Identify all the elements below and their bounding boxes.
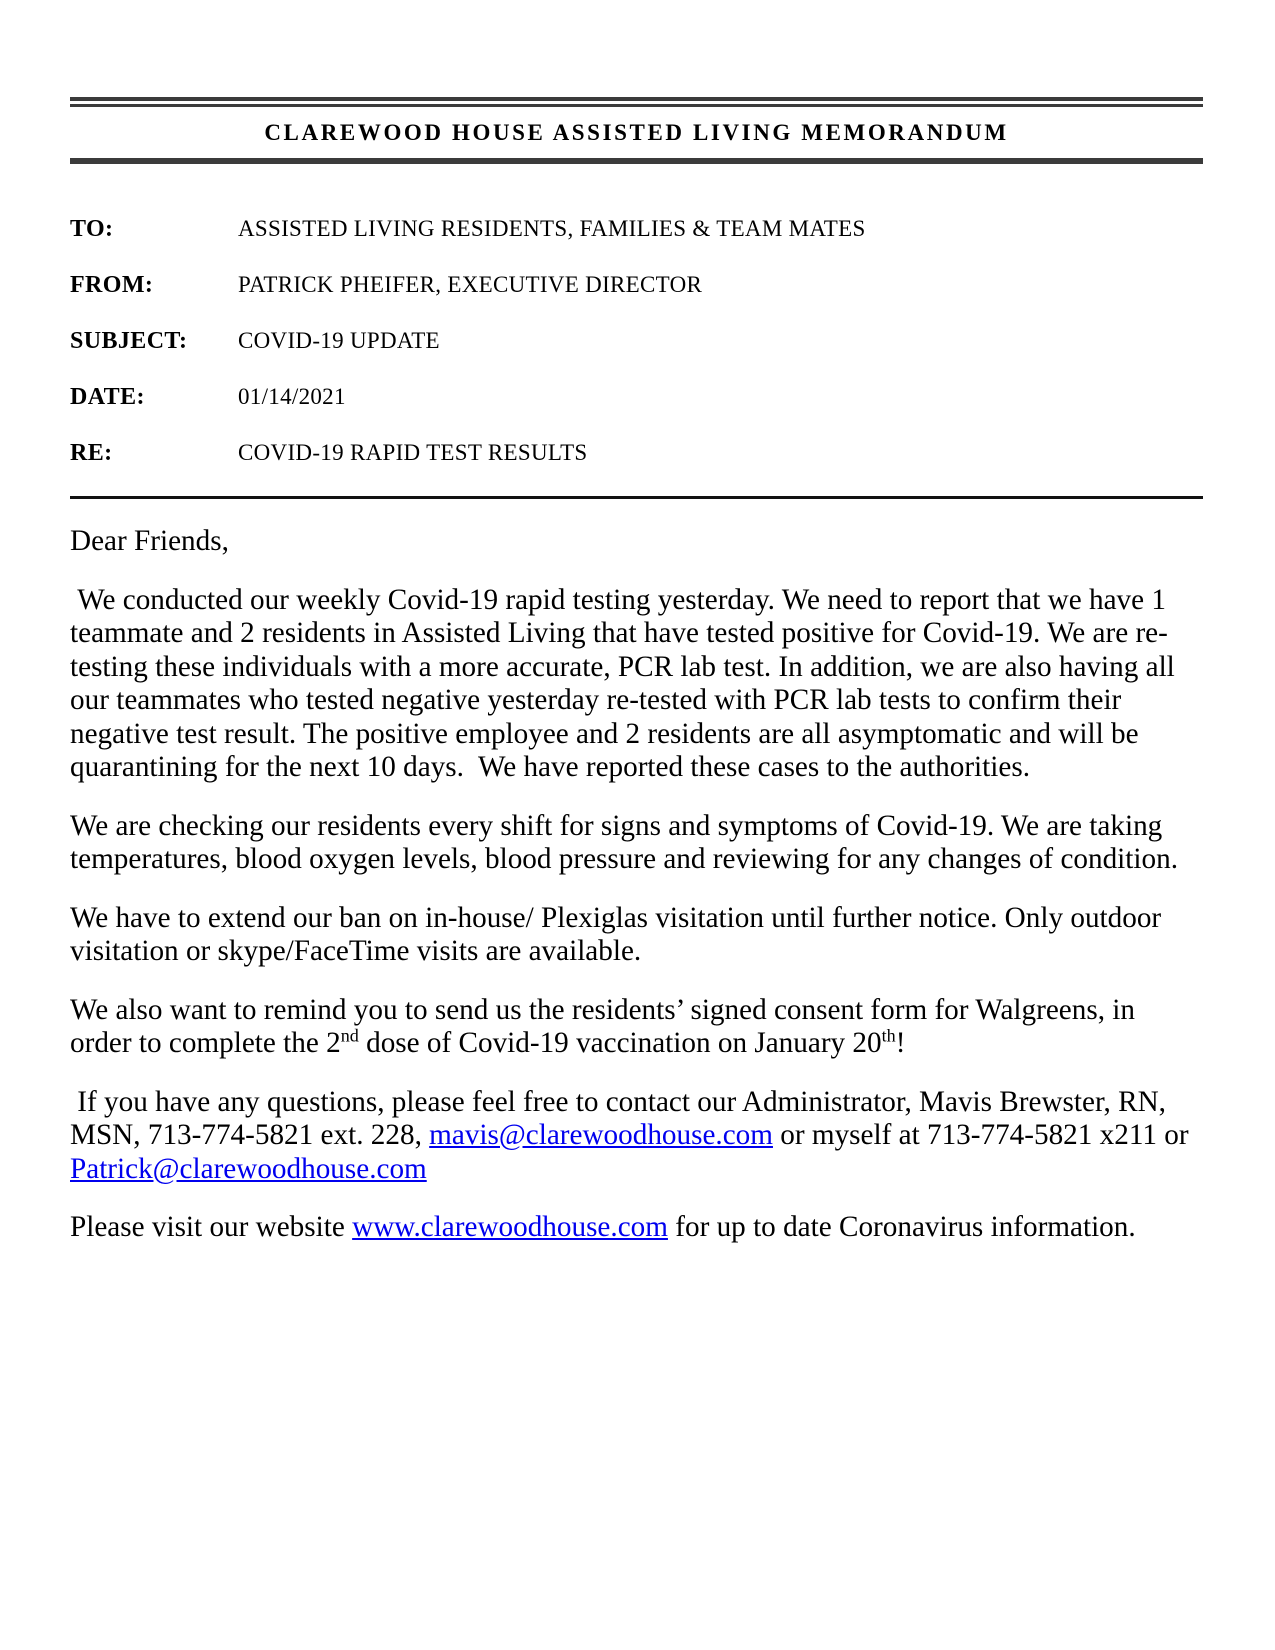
- paragraph-vaccine: [70, 994, 1203, 1061]
- memo-body: [70, 525, 1203, 1245]
- contact-text-2: or myself at 713-774-5821 x211 or: [772, 1119, 1196, 1151]
- memo-field-row-from: [70, 272, 1203, 299]
- memo-content: [70, 0, 1203, 1270]
- vaccine-text-1: We also want to remind you to send us the residents’ signed consent form for Walgreens, in order to complete the 2: [70, 993, 1143, 1059]
- memo-title: CLAREWOOD HOUSE ASSISTED LIVING MEMORANDUM: [264, 120, 1009, 145]
- memo-field-row-subject: [70, 328, 1203, 355]
- memo-field-value: ASSISTED LIVING RESIDENTS, FAMILIES & TEAM MATES: [238, 216, 866, 241]
- memo-field-row-re: [70, 440, 1203, 467]
- paragraph-testing: We conducted our weekly Covid-19 rapid testing yesterday. We need to report that we have 1 teammate and 2 residents in Assisted Living that have tested positive for Covid-19. We are re-testing these individuals with a more accurate, PCR lab test. In addition, we are also having all our teammates who tested negative yesterday re-tested with PCR lab tests to confirm their negative test result. The positive employee and 2 residents are all asymptomatic and will be quarantining for the next 10 days. We have reported these cases to the authorities.: [70, 583, 1183, 783]
- memo-fields: [70, 216, 1203, 467]
- header-body-divider: [70, 496, 1203, 499]
- contact-text-1: If you have any questions, please feel free to contact our Administrator, Mavis Brewster, RN, MSN, 713-774-5821 ext. 228,: [70, 1085, 1174, 1151]
- memo-field-label: SUBJECT:: [70, 328, 188, 354]
- ordinal-superscript-nd: nd: [340, 1025, 359, 1046]
- website-text-1: Please visit our website: [70, 1211, 353, 1243]
- mavis-email-link[interactable]: mavis@clarewoodhouse.com: [429, 1119, 773, 1151]
- memo-field-label: DATE:: [70, 384, 145, 410]
- memo-field-label: RE:: [70, 440, 113, 466]
- memo-field-label: FROM:: [70, 272, 154, 298]
- website-link[interactable]: www.clarewoodhouse.com: [352, 1211, 668, 1243]
- paragraph-visitation: We have to extend our ban on in-house/ Plexiglas visitation until further notice. Only outdoor visitation or skype/FaceTime visits are available.: [70, 901, 1169, 967]
- paragraph-website: [70, 1211, 1203, 1245]
- patrick-email-link[interactable]: Patrick@clarewoodhouse.com: [70, 1152, 427, 1185]
- ordinal-superscript-th: th: [881, 1025, 896, 1046]
- memo-field-value: COVID-19 UPDATE: [238, 328, 440, 353]
- memo-field-row-date: [70, 384, 1203, 411]
- memo-field-label: TO:: [70, 216, 114, 242]
- salutation: Dear Friends,: [70, 525, 229, 557]
- memo-field-value: 01/14/2021: [238, 384, 346, 409]
- vaccine-text-3: !: [895, 1027, 906, 1059]
- memo-field-value: PATRICK PHEIFER, EXECUTIVE DIRECTOR: [238, 272, 703, 297]
- vaccine-text-2: dose of Covid-19 vaccination on January 20: [358, 1027, 882, 1059]
- paragraph-contact: [70, 1086, 1203, 1187]
- website-text-2: for up to date Coronavirus information.: [667, 1211, 1136, 1243]
- memo-field-value: COVID-19 RAPID TEST RESULTS: [238, 440, 588, 465]
- paragraph-monitoring: We are checking our residents every shift for signs and symptoms of Covid-19. We are taking temperatures, blood oxygen levels, blood pressure and reviewing for any changes of condition.: [70, 809, 1178, 875]
- memo-field-row-to: [70, 216, 1203, 243]
- header-thick-rule: [70, 158, 1203, 164]
- header-double-rule-top: [70, 97, 1203, 101]
